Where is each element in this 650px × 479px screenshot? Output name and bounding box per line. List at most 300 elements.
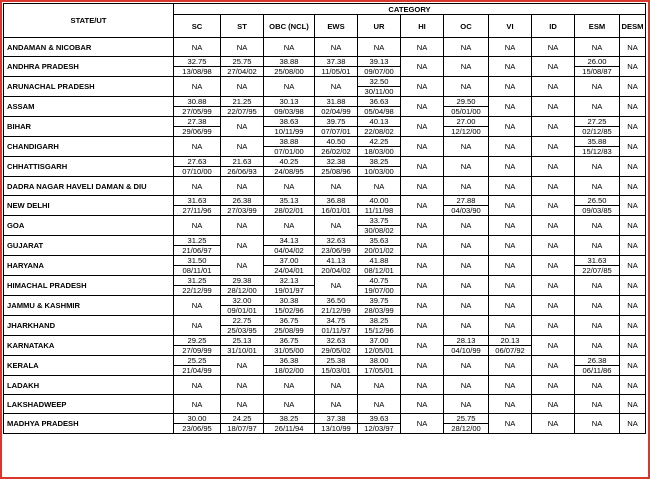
cutoff-cell <box>575 57 620 77</box>
state-name: GUJARAT <box>4 236 174 256</box>
cutoff-cell: NA <box>221 77 264 97</box>
cutoff-date: 18/07/97 <box>227 424 257 433</box>
cutoff-cell <box>358 196 401 216</box>
cutoff-score: 39.75 <box>315 117 357 127</box>
cutoff-cell <box>575 137 620 157</box>
cutoff-date: 22/12/99 <box>182 286 212 295</box>
cutoff-score: 37.00 <box>358 336 400 346</box>
cutoff-cell <box>358 256 401 276</box>
cutoff-score: 26.38 <box>575 356 619 366</box>
cutoff-cell <box>174 157 221 177</box>
cutoff-cell <box>264 157 315 177</box>
state-column-header: STATE/UT <box>4 4 174 38</box>
state-name: NEW DELHI <box>4 196 174 216</box>
cutoff-cell <box>264 414 315 434</box>
cutoff-score: 38.88 <box>264 57 314 67</box>
cutoff-score: 41.13 <box>315 256 357 266</box>
cutoff-cell: NA <box>532 256 575 276</box>
cutoff-cell <box>575 356 620 376</box>
cutoff-cell <box>221 57 264 77</box>
cutoff-date: 27/09/99 <box>182 346 212 355</box>
cutoff-date: 28/12/00 <box>227 286 257 295</box>
cutoff-cell: NA <box>401 97 444 117</box>
cutoff-date: 11/11/98 <box>364 206 394 215</box>
cutoff-cell: NA <box>444 236 489 256</box>
cutoff-date: 18/03/00 <box>364 147 394 156</box>
cutoff-score: 38.00 <box>358 356 400 366</box>
cutoff-score: 38.25 <box>358 316 400 326</box>
cutoff-date: 25/08/99 <box>274 326 304 335</box>
cutoff-score: 30.88 <box>174 97 220 107</box>
table-row <box>4 414 646 434</box>
cutoff-score: 38.25 <box>358 157 400 167</box>
cutoff-date: 28/02/01 <box>274 206 304 215</box>
cutoff-cell <box>264 57 315 77</box>
cutoff-cell: NA <box>489 414 532 434</box>
cutoff-cell: NA <box>174 316 221 336</box>
cutoff-cell <box>174 256 221 276</box>
cutoff-cell <box>489 336 532 356</box>
cutoff-cell: NA <box>444 395 489 414</box>
cutoff-cell: NA <box>489 77 532 97</box>
cutoff-score: 35.13 <box>264 196 314 206</box>
cutoff-date: 09/01/01 <box>227 306 257 315</box>
cutoff-date: 22/08/02 <box>364 127 394 136</box>
cutoff-date: 23/06/99 <box>321 246 351 255</box>
cutoff-cell: NA <box>401 177 444 196</box>
cutoff-cell: NA <box>401 395 444 414</box>
cutoff-cell <box>315 57 358 77</box>
cutoff-cell: NA <box>174 296 221 316</box>
cutoff-cell: NA <box>489 256 532 276</box>
cutoff-date: 28/03/99 <box>364 306 394 315</box>
column-header: EWS <box>315 15 358 38</box>
cutoff-date: 15/02/96 <box>274 306 304 315</box>
cutoff-score: 21.63 <box>221 157 263 167</box>
cutoff-cell: NA <box>401 414 444 434</box>
cutoff-cell: NA <box>358 38 401 57</box>
state-name: KERALA <box>4 356 174 376</box>
state-name: MADHYA PRADESH <box>4 414 174 434</box>
cutoff-score: 36.63 <box>358 97 400 107</box>
cutoff-cell: NA <box>401 38 444 57</box>
cutoff-cell <box>264 236 315 256</box>
cutoff-cell <box>221 316 264 336</box>
cutoff-cell <box>264 356 315 376</box>
cutoff-date: 15/08/87 <box>582 67 612 76</box>
cutoff-cell: NA <box>489 216 532 236</box>
table-row <box>4 356 646 376</box>
cutoff-cell <box>358 316 401 336</box>
cutoff-cell: NA <box>532 316 575 336</box>
cutoff-cell: NA <box>489 57 532 77</box>
cutoff-date: 04/04/02 <box>274 246 304 255</box>
table-row <box>4 137 646 157</box>
cutoff-score: 27.88 <box>444 196 488 206</box>
column-header: ID <box>532 15 575 38</box>
table-row <box>4 38 646 57</box>
cutoff-date: 19/07/00 <box>364 286 394 295</box>
cutoff-date: 26/02/02 <box>321 147 351 156</box>
cutoff-score: 35.63 <box>358 236 400 246</box>
cutoff-date: 01/11/97 <box>321 326 351 335</box>
state-name: DADRA NAGAR HAVELI DAMAN & DIU <box>4 177 174 196</box>
cutoff-cell <box>174 97 221 117</box>
cutoff-score: 27.00 <box>444 117 488 127</box>
cutoff-date: 29/05/02 <box>321 346 351 355</box>
cutoff-date: 10/11/99 <box>274 127 304 136</box>
cutoff-date: 12/05/01 <box>364 346 394 355</box>
cutoff-score: 31.63 <box>575 256 619 266</box>
cutoff-cell: NA <box>575 177 620 196</box>
cutoff-date: 12/03/97 <box>364 424 394 433</box>
cutoff-cell: NA <box>174 216 221 236</box>
cutoff-score: 24.25 <box>221 414 263 424</box>
table-row <box>4 395 646 414</box>
cutoff-cell <box>221 157 264 177</box>
cutoff-cell: NA <box>620 336 646 356</box>
cutoff-score: 42.25 <box>358 137 400 147</box>
cutoff-cell: NA <box>489 137 532 157</box>
cutoff-cell: NA <box>620 177 646 196</box>
cutoff-score: 32.63 <box>315 236 357 246</box>
cutoff-score: 32.00 <box>221 296 263 306</box>
state-name: HARYANA <box>4 256 174 276</box>
cutoff-cell: NA <box>315 376 358 395</box>
cutoff-cell: NA <box>221 177 264 196</box>
state-name: LADAKH <box>4 376 174 395</box>
cutoff-cell: NA <box>489 177 532 196</box>
cutoff-score: 31.50 <box>174 256 220 266</box>
cutoff-cell: NA <box>532 395 575 414</box>
cutoff-cell: NA <box>444 276 489 296</box>
cutoff-cell: NA <box>575 296 620 316</box>
cutoff-score: 38.88 <box>264 137 314 147</box>
cutoff-cell: NA <box>620 157 646 177</box>
cutoff-date: 25/08/96 <box>321 167 351 176</box>
cutoff-score: 40.25 <box>264 157 314 167</box>
cutoff-cell: NA <box>575 38 620 57</box>
cutoff-cell <box>174 117 221 137</box>
cutoff-cell <box>444 414 489 434</box>
cutoff-cell: NA <box>221 38 264 57</box>
cutoff-score: 38.63 <box>264 117 314 127</box>
cutoff-cell: NA <box>358 177 401 196</box>
table-row <box>4 376 646 395</box>
cutoff-cell: NA <box>532 137 575 157</box>
cutoff-cell: NA <box>444 356 489 376</box>
cutoff-cell <box>358 296 401 316</box>
cutoff-cell: NA <box>532 336 575 356</box>
cutoff-score: 34.13 <box>264 236 314 246</box>
cutoff-cell: NA <box>575 276 620 296</box>
cutoff-cell <box>174 414 221 434</box>
cutoff-score: 27.63 <box>174 157 220 167</box>
cutoff-date: 04/03/90 <box>451 206 481 215</box>
cutoff-cell: NA <box>401 117 444 137</box>
cutoff-score: 39.13 <box>358 57 400 67</box>
cutoff-cell: NA <box>401 137 444 157</box>
cutoff-score: 32.38 <box>315 157 357 167</box>
cutoff-date: 25/08/00 <box>274 67 304 76</box>
table-row <box>4 336 646 356</box>
cutoff-date: 04/10/99 <box>451 346 481 355</box>
cutoff-cell <box>358 216 401 236</box>
cutoff-date: 20/04/02 <box>321 266 351 275</box>
cutoff-cell: NA <box>315 216 358 236</box>
cutoff-date: 15/03/01 <box>321 366 351 375</box>
cutoff-cell <box>358 236 401 256</box>
cutoff-cell <box>221 276 264 296</box>
cutoff-cell: NA <box>489 296 532 316</box>
cutoff-cell: NA <box>401 316 444 336</box>
cutoff-date: 28/12/00 <box>451 424 481 433</box>
state-name: BIHAR <box>4 117 174 137</box>
table-row <box>4 276 646 296</box>
cutoff-cell: NA <box>221 236 264 256</box>
cutoff-score: 27.25 <box>575 117 619 127</box>
cutoff-cell: NA <box>489 276 532 296</box>
cutoff-date: 07/01/00 <box>274 147 304 156</box>
cutoff-cell: NA <box>221 117 264 137</box>
cutoff-cell: NA <box>620 196 646 216</box>
cutoff-date: 05/04/98 <box>364 107 394 116</box>
cutoff-cell: NA <box>221 376 264 395</box>
cutoff-cell <box>358 97 401 117</box>
cutoff-cell: NA <box>401 296 444 316</box>
cutoff-date: 18/02/00 <box>274 366 304 375</box>
cutoff-score: 26.00 <box>575 57 619 67</box>
cutoff-cell: NA <box>620 216 646 236</box>
category-header: CATEGORY <box>174 4 646 15</box>
cutoff-cell <box>264 97 315 117</box>
table-row <box>4 236 646 256</box>
table-row <box>4 196 646 216</box>
cutoff-cell: NA <box>174 137 221 157</box>
cutoff-score: 25.75 <box>221 57 263 67</box>
table-row <box>4 216 646 236</box>
cutoff-cell: NA <box>575 376 620 395</box>
cutoff-score: 32.63 <box>315 336 357 346</box>
cutoff-date: 09/03/85 <box>582 206 612 215</box>
cutoff-cell <box>358 336 401 356</box>
cutoff-cell: NA <box>620 57 646 77</box>
column-header: UR <box>358 15 401 38</box>
cutoff-date: 13/08/98 <box>182 67 212 76</box>
cutoff-score: 28.13 <box>444 336 488 346</box>
column-header: OBC (NCL) <box>264 15 315 38</box>
cutoff-cell <box>358 276 401 296</box>
cutoff-cell: NA <box>174 177 221 196</box>
cutoff-date: 15/12/96 <box>364 326 394 335</box>
cutoff-date: 07/10/00 <box>182 167 212 176</box>
cutoff-date: 09/03/98 <box>274 107 304 116</box>
cutoff-cell: NA <box>489 356 532 376</box>
cutoff-cell <box>575 117 620 137</box>
state-name: CHHATTISGARH <box>4 157 174 177</box>
cutoff-cell: NA <box>401 376 444 395</box>
cutoff-cell: NA <box>221 356 264 376</box>
cutoff-cell <box>174 336 221 356</box>
cutoff-cell: NA <box>489 97 532 117</box>
state-name: JHARKHAND <box>4 316 174 336</box>
cutoff-score: 21.25 <box>221 97 263 107</box>
cutoff-cell <box>575 256 620 276</box>
column-header: SC <box>174 15 221 38</box>
cutoff-cell <box>358 414 401 434</box>
cutoff-score: 25.25 <box>174 356 220 366</box>
cutoff-score: 33.75 <box>358 216 400 226</box>
cutoff-cell: NA <box>444 296 489 316</box>
cutoff-cell: NA <box>532 196 575 216</box>
cutoff-date: 08/11/01 <box>182 266 212 275</box>
cutoff-cell <box>444 336 489 356</box>
cutoff-cell <box>174 236 221 256</box>
cutoff-score: 39.75 <box>358 296 400 306</box>
cutoff-cell <box>221 97 264 117</box>
cutoff-cell <box>358 57 401 77</box>
cutoff-cell <box>575 196 620 216</box>
cutoff-score: 31.25 <box>174 236 220 246</box>
cutoff-score: 40.75 <box>358 276 400 286</box>
table-body <box>4 38 646 434</box>
cutoff-cell: NA <box>575 395 620 414</box>
cutoff-score: 30.13 <box>264 97 314 107</box>
cutoff-score: 35.88 <box>575 137 619 147</box>
cutoff-cell <box>221 414 264 434</box>
cutoff-cell: NA <box>575 316 620 336</box>
cutoff-cell <box>221 196 264 216</box>
column-header: VI <box>489 15 532 38</box>
cutoff-score: 30.38 <box>264 296 314 306</box>
cutoff-cell: NA <box>532 57 575 77</box>
cutoff-score: 31.88 <box>315 97 357 107</box>
cutoff-date: 16/01/01 <box>321 206 351 215</box>
cutoff-cell: NA <box>532 236 575 256</box>
state-name: HIMACHAL PRADESH <box>4 276 174 296</box>
table-row <box>4 256 646 276</box>
cutoff-cell: NA <box>620 38 646 57</box>
cutoff-score: 20.13 <box>489 336 531 346</box>
cutoff-cell: NA <box>444 376 489 395</box>
cutoff-cell: NA <box>532 157 575 177</box>
column-header: ESM <box>575 15 620 38</box>
cutoff-cell: NA <box>489 117 532 137</box>
cutoff-cell: NA <box>444 38 489 57</box>
cutoff-cell: NA <box>401 336 444 356</box>
cutoff-cell: NA <box>532 177 575 196</box>
cutoff-date: 31/10/01 <box>227 346 257 355</box>
state-name: LAKSHADWEEP <box>4 395 174 414</box>
state-name: ANDAMAN & NICOBAR <box>4 38 174 57</box>
cutoff-cell: NA <box>401 77 444 97</box>
state-name: ANDHRA PRADESH <box>4 57 174 77</box>
cutoff-cell <box>444 117 489 137</box>
cutoff-score: 29.50 <box>444 97 488 107</box>
cutoff-cell: NA <box>620 356 646 376</box>
cutoff-cell: NA <box>532 414 575 434</box>
cutoff-cell: NA <box>575 77 620 97</box>
cutoff-cell <box>264 296 315 316</box>
cutoff-score: 32.75 <box>174 57 220 67</box>
cutoff-cell <box>315 236 358 256</box>
cutoff-date: 31/05/00 <box>274 346 304 355</box>
cutoff-date: 19/01/97 <box>274 286 304 295</box>
table-row <box>4 57 646 77</box>
cutoff-score: 39.63 <box>358 414 400 424</box>
cutoff-date: 25/03/95 <box>227 326 257 335</box>
cutoff-cell: NA <box>532 376 575 395</box>
cutoff-cell: NA <box>401 256 444 276</box>
cutoff-cell: NA <box>620 316 646 336</box>
cutoff-cell: NA <box>532 356 575 376</box>
cutoff-cell <box>315 97 358 117</box>
cutoff-cell <box>174 276 221 296</box>
cutoff-cell: NA <box>532 38 575 57</box>
state-name: KARNATAKA <box>4 336 174 356</box>
cutoff-date: 13/10/99 <box>321 424 351 433</box>
cutoff-cell: NA <box>444 177 489 196</box>
cutoff-cell: NA <box>575 97 620 117</box>
cutoff-date: 02/04/99 <box>321 107 351 116</box>
cutoff-cell <box>444 196 489 216</box>
table-row <box>4 296 646 316</box>
cutoff-score: 37.00 <box>264 256 314 266</box>
state-name: CHANDIGARH <box>4 137 174 157</box>
cutoff-score: 30.00 <box>174 414 220 424</box>
cutoff-cell: NA <box>575 216 620 236</box>
cutoff-cell <box>315 336 358 356</box>
cutoff-cell <box>221 296 264 316</box>
cutoff-score: 36.75 <box>264 316 314 326</box>
cutoff-cell: NA <box>444 256 489 276</box>
cutoff-cell: NA <box>444 216 489 236</box>
cutoff-date: 08/12/01 <box>364 266 394 275</box>
cutoff-cell: NA <box>489 316 532 336</box>
table-row <box>4 157 646 177</box>
cutoff-cell <box>264 196 315 216</box>
cutoff-cell: NA <box>620 276 646 296</box>
cutoff-cell: NA <box>532 117 575 137</box>
cutoff-date: 21/06/97 <box>182 246 212 255</box>
cutoff-cell <box>315 296 358 316</box>
cutoff-cell: NA <box>444 57 489 77</box>
cutoff-date: 27/05/99 <box>182 107 212 116</box>
column-header: HI <box>401 15 444 38</box>
cutoff-cell: NA <box>489 196 532 216</box>
cutoff-cell: NA <box>315 38 358 57</box>
cutoff-cell <box>315 414 358 434</box>
cutoff-cell: NA <box>444 157 489 177</box>
cutoff-cell: NA <box>401 276 444 296</box>
cutoff-cell: NA <box>532 216 575 236</box>
cutoff-cell: NA <box>401 157 444 177</box>
cutoff-score: 27.38 <box>174 117 220 127</box>
cutoff-score: 25.75 <box>444 414 488 424</box>
cutoff-score: 36.38 <box>264 356 314 366</box>
cutoff-date: 20/01/02 <box>364 246 394 255</box>
cutoff-cell: NA <box>315 77 358 97</box>
cutoff-score: 40.50 <box>315 137 357 147</box>
cutoff-cell <box>264 276 315 296</box>
cutoff-cell: NA <box>532 296 575 316</box>
cutoff-cell: NA <box>620 77 646 97</box>
cutoff-date: 26/11/94 <box>274 424 304 433</box>
cutoff-cell <box>221 336 264 356</box>
cutoff-score: 36.88 <box>315 196 357 206</box>
cutoff-score: 38.25 <box>264 414 314 424</box>
cutoff-date: 06/11/86 <box>582 366 612 375</box>
